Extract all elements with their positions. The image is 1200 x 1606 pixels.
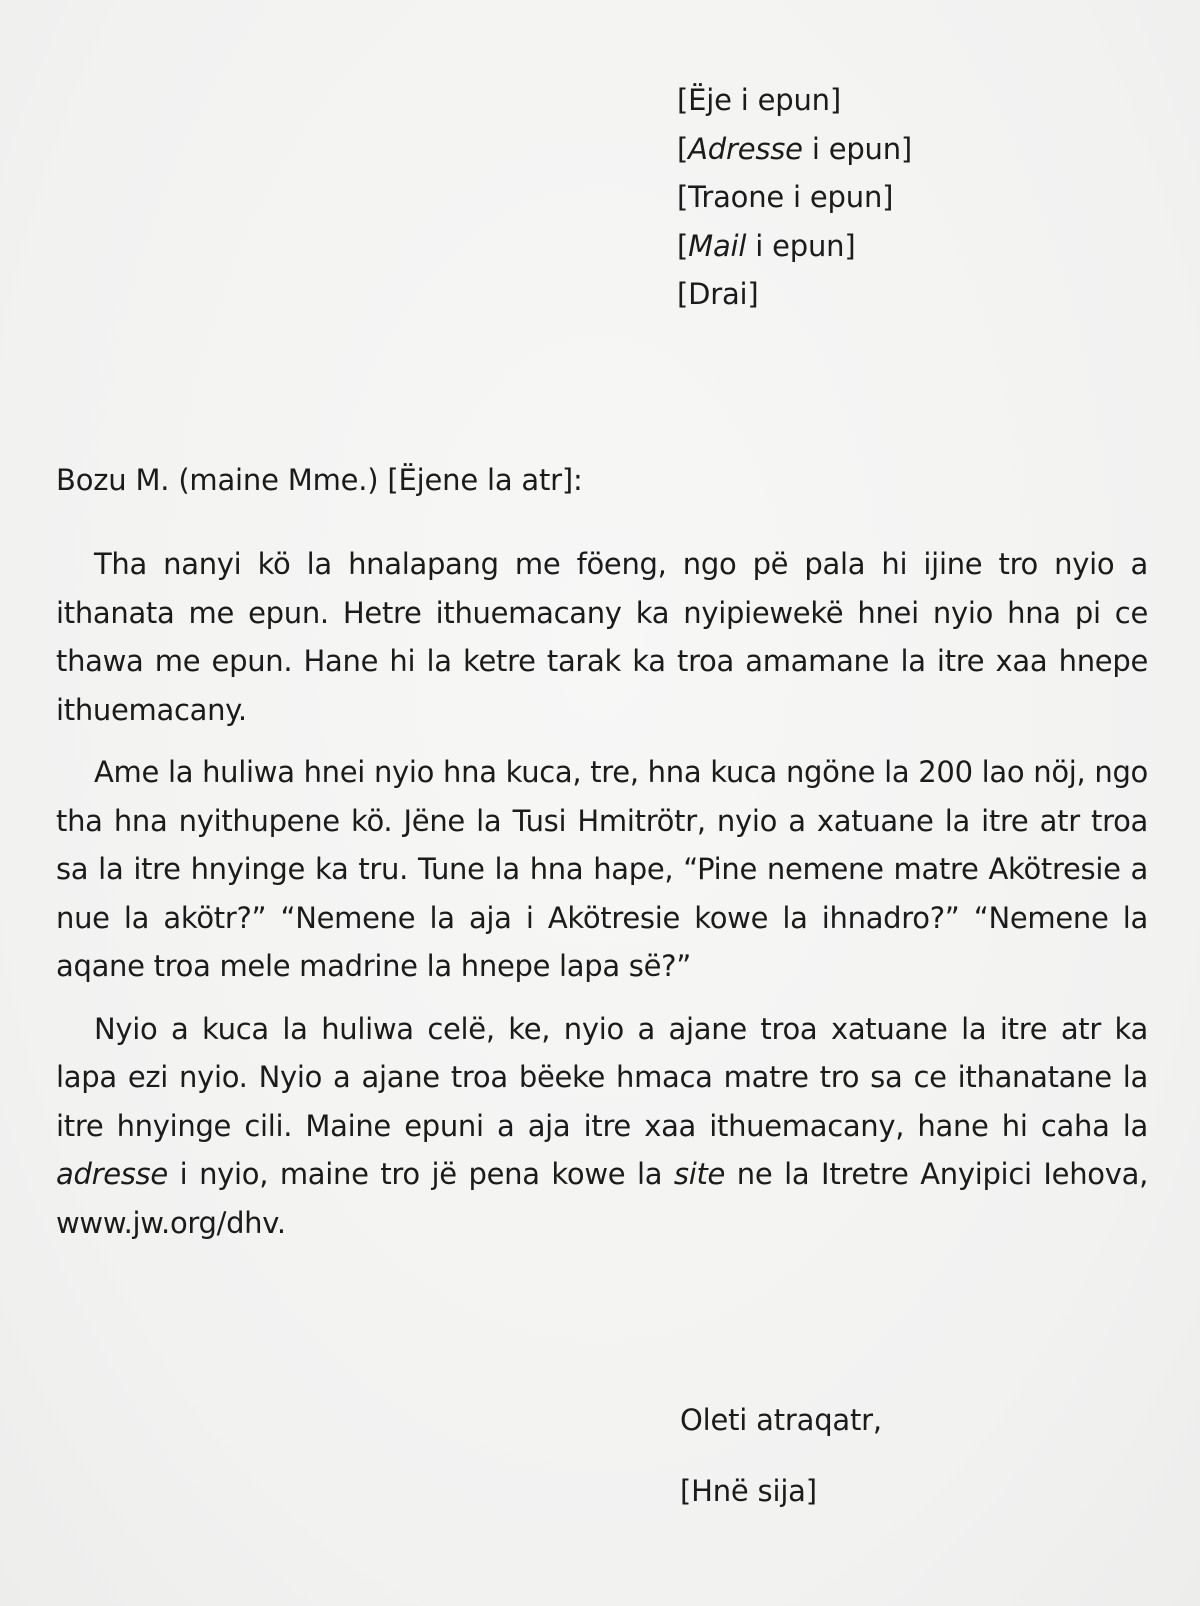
signature-placeholder: [Hnë sija] [680, 1474, 817, 1508]
sender-block [677, 76, 912, 319]
body-paragraph-1: Tha nanyi kö la hnalapang me föeng, ngo pë pala hi ijine tro nyio a ithanata me epun. Hetre ithuemacany ka nyipiewekë hnei nyio hna pi ce thawa me epun. Hane hi la ketre tarak ka troa amamane la itre xaa hnepe ithuemacany. [56, 547, 1148, 727]
sender-phone-line: [Traone i epun] [677, 180, 894, 214]
sender-date-line: [Drai] [677, 277, 759, 311]
sender-mail-line: [Mail i epun] [677, 228, 856, 263]
sender-name-line: [Ëje i epun] [677, 83, 841, 117]
closing-line: Oleti atraqatr, [680, 1403, 882, 1437]
body-paragraph-3: Nyio a kuca la huliwa celë, ke, nyio a ajane troa xatuane la itre atr ka lapa ezi nyio. Nyio a ajane troa bëeke hmaca matre tro sa ce ithanatane la itre hnyinge cili. Maine epuni a aja itre xaa ithuemacany, hane hi caha la adresse i nyio, maine tro jë pena kowe la site ne la Itretre Anyipici Iehova, www.jw.org/dhv. [56, 1011, 1148, 1240]
letter-body [56, 540, 1148, 1261]
salutation: Bozu M. (maine Mme.) [Ëjene la atr]: [56, 463, 583, 497]
body-paragraph-2: Ame la huliwa hnei nyio hna kuca, tre, hna kuca ngöne la 200 lao nöj, ngo tha hna nyithupene kö. Jëne la Tusi Hmitrötr, nyio a xatuane la itre atr troa sa la itre hnyinge ka tru. Tune la hna hape, “Pine nemene matre Akötresie a nue la akötr?” “Nemene la aja i Akötresie kowe la ihnadro?” “Nemene la aqane troa mele madrine la hnepe lapa së?” [56, 755, 1148, 983]
sender-address-line: [Adresse i epun] [677, 131, 913, 166]
